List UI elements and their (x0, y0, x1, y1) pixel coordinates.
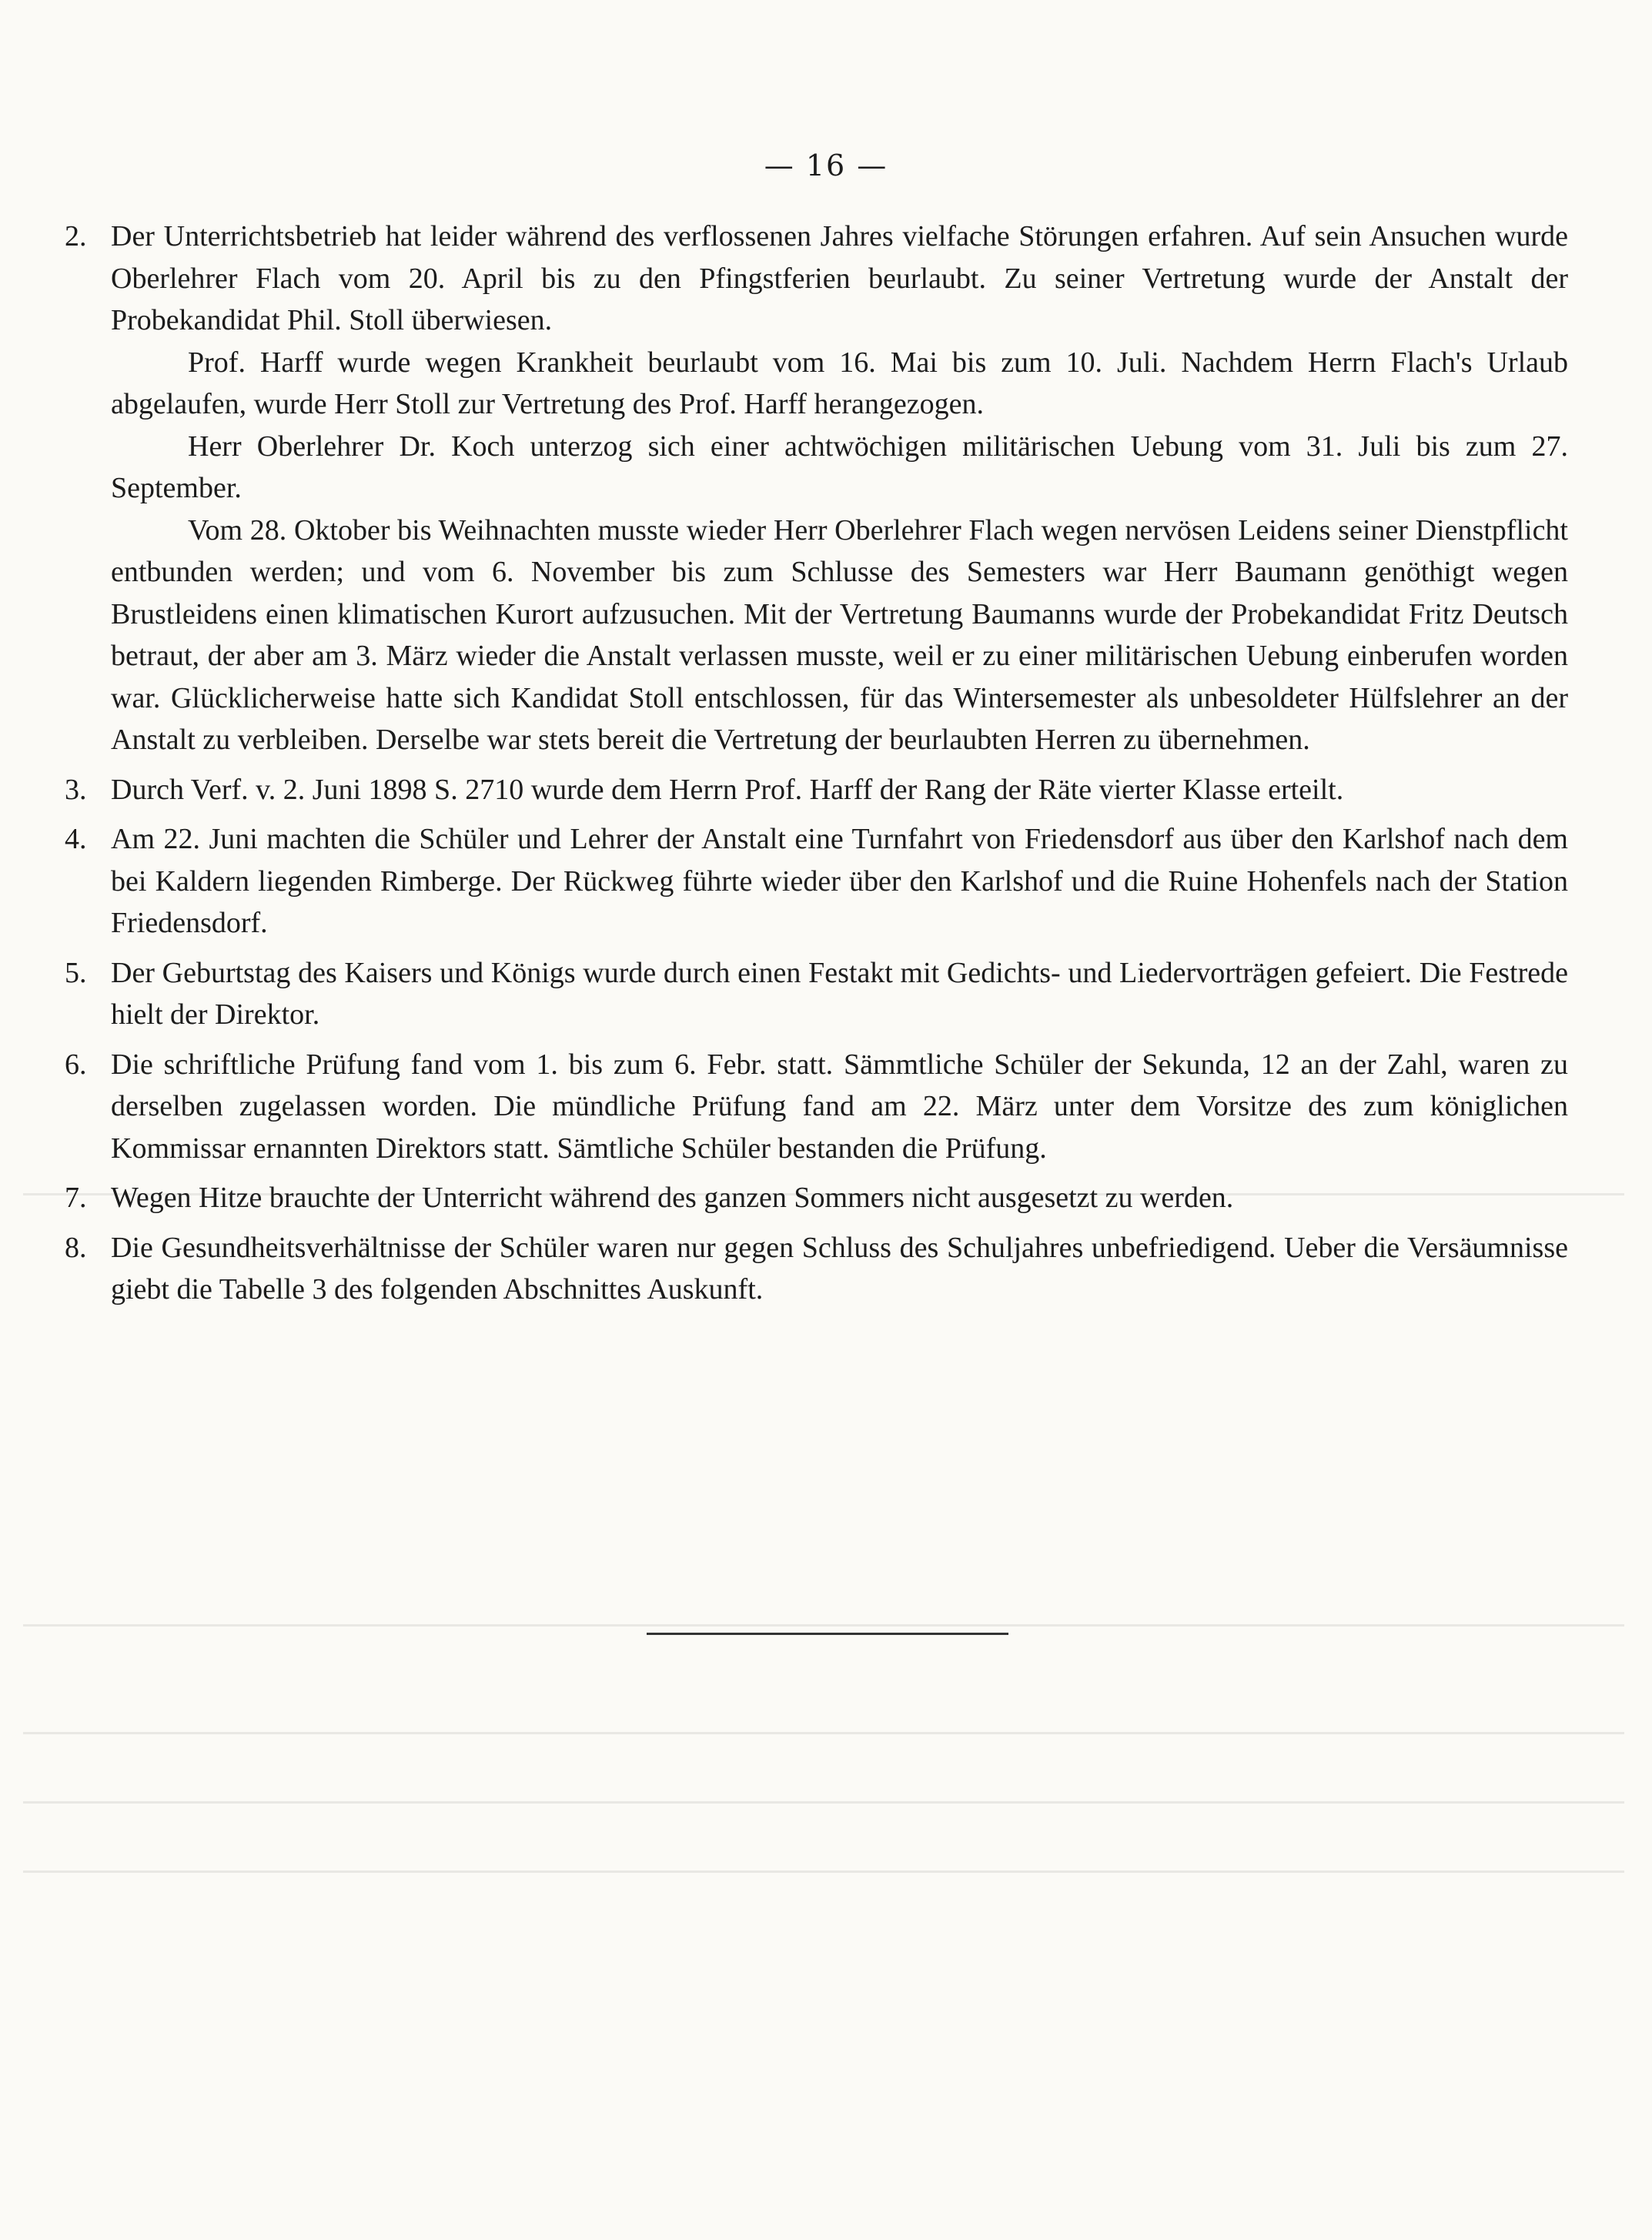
list-item (65, 216, 1568, 761)
list-item (65, 769, 1568, 811)
paragraph: Wegen Hitze brauchte der Unterricht während des ganzen Sommers nicht ausgesetzt zu werden. (111, 1182, 1234, 1214)
paragraph: Der Unterrichtsbetrieb hat leider während des verflossenen Jahres vielfache Störungen erfahren. Auf sein Ansuchen wurde Oberlehrer Flach vom 20. April bis zu den Pfingstferien beurlaubt. Zu seiner Vertretung wurde der Anstalt der Probekandidat Phil. Stoll überwiesen. (111, 220, 1568, 336)
list-item (65, 952, 1568, 1036)
item-number: 2. (65, 220, 87, 252)
paragraph: Der Geburtstag des Kaisers und Königs wurde durch einen Festakt mit Gedichts- und Liedervorträgen gefeiert. Die Festrede hielt der Direktor. (111, 956, 1568, 1031)
section-divider (647, 1633, 1008, 1635)
item-number: 4. (65, 823, 87, 855)
paragraph: Am 22. Juni machten die Schüler und Lehrer der Anstalt eine Turnfahrt von Friedensdorf aus über den Karlshof nach dem bei Kaldern liegenden Rimberge. Der Rückweg führte wieder über den Karlshof und die Ruine Hohenfels nach der Station Friedensdorf. (111, 823, 1568, 939)
paragraph: Prof. Harff wurde wegen Krankheit beurlaubt vom 16. Mai bis zum 10. Juli. Nachdem Herrn Flach's Urlaub abgelaufen, wurde Herr Stoll zur Vertretung des Prof. Harff herangezogen. (111, 346, 1568, 420)
item-number: 6. (65, 1048, 87, 1081)
item-number: 8. (65, 1231, 87, 1264)
paragraph: Die Gesundheitsverhältnisse der Schüler waren nur gegen Schluss des Schuljahres unbefriedigend. Ueber die Versäumnisse giebt die Tabelle 3 des folgenden Abschnittes Auskunft. (111, 1231, 1568, 1306)
reverse-side-bleed-through (23, 1193, 1624, 2040)
list-item (65, 1177, 1568, 1219)
list-item (65, 1044, 1568, 1170)
paragraph: Herr Oberlehrer Dr. Koch unterzog sich einer achtwöchigen militärischen Uebung vom 31. Juli bis zum 27. September. (111, 430, 1568, 504)
list-item (65, 1227, 1568, 1311)
page-number: — 16 — (764, 149, 888, 182)
item-number: 3. (65, 773, 87, 806)
paragraph: Vom 28. Oktober bis Weihnachten musste wieder Herr Oberlehrer Flach wegen nervösen Leidens seiner Dienstpflicht entbunden werden; und vom 6. November bis zum Schlusse des Semesters war Herr Baumann genöthigt wegen Brustleidens einen klimatischen Kurort aufzusuchen. Mit der Vertretung Baumanns wurde der Probekandidat Fritz Deutsch betraut, der aber am 3. März wieder die Anstalt verlassen musste, weil er zu einer militärischen Uebung einberufen worden war. Glücklicherweise hatte sich Kandidat Stoll entschlossen, für das Wintersemester als unbesoldeter Hülfslehrer an der Anstalt zu verbleiben. Derselbe war stets bereit die Vertretung der beurlaubten Herren zu übernehmen. (111, 513, 1568, 756)
item-number: 7. (65, 1182, 87, 1214)
list-item (65, 818, 1568, 944)
chronicle-text (65, 216, 1568, 1311)
paragraph: Die schriftliche Prüfung fand vom 1. bis zum 6. Febr. statt. Sämmtliche Schüler der Sekunda, 12 an der Zahl, waren zu derselben zugelassen worden. Die mündliche Prüfung fand am 22. März unter dem Vorsitze des zum königlichen Kommissar ernannten Direktors statt. Sämtliche Schüler bestanden die Prüfung. (111, 1048, 1568, 1165)
item-number: 5. (65, 956, 87, 989)
paragraph: Durch Verf. v. 2. Juni 1898 S. 2710 wurde dem Herrn Prof. Harff der Rang der Räte vierter Klasse erteilt. (111, 773, 1344, 806)
